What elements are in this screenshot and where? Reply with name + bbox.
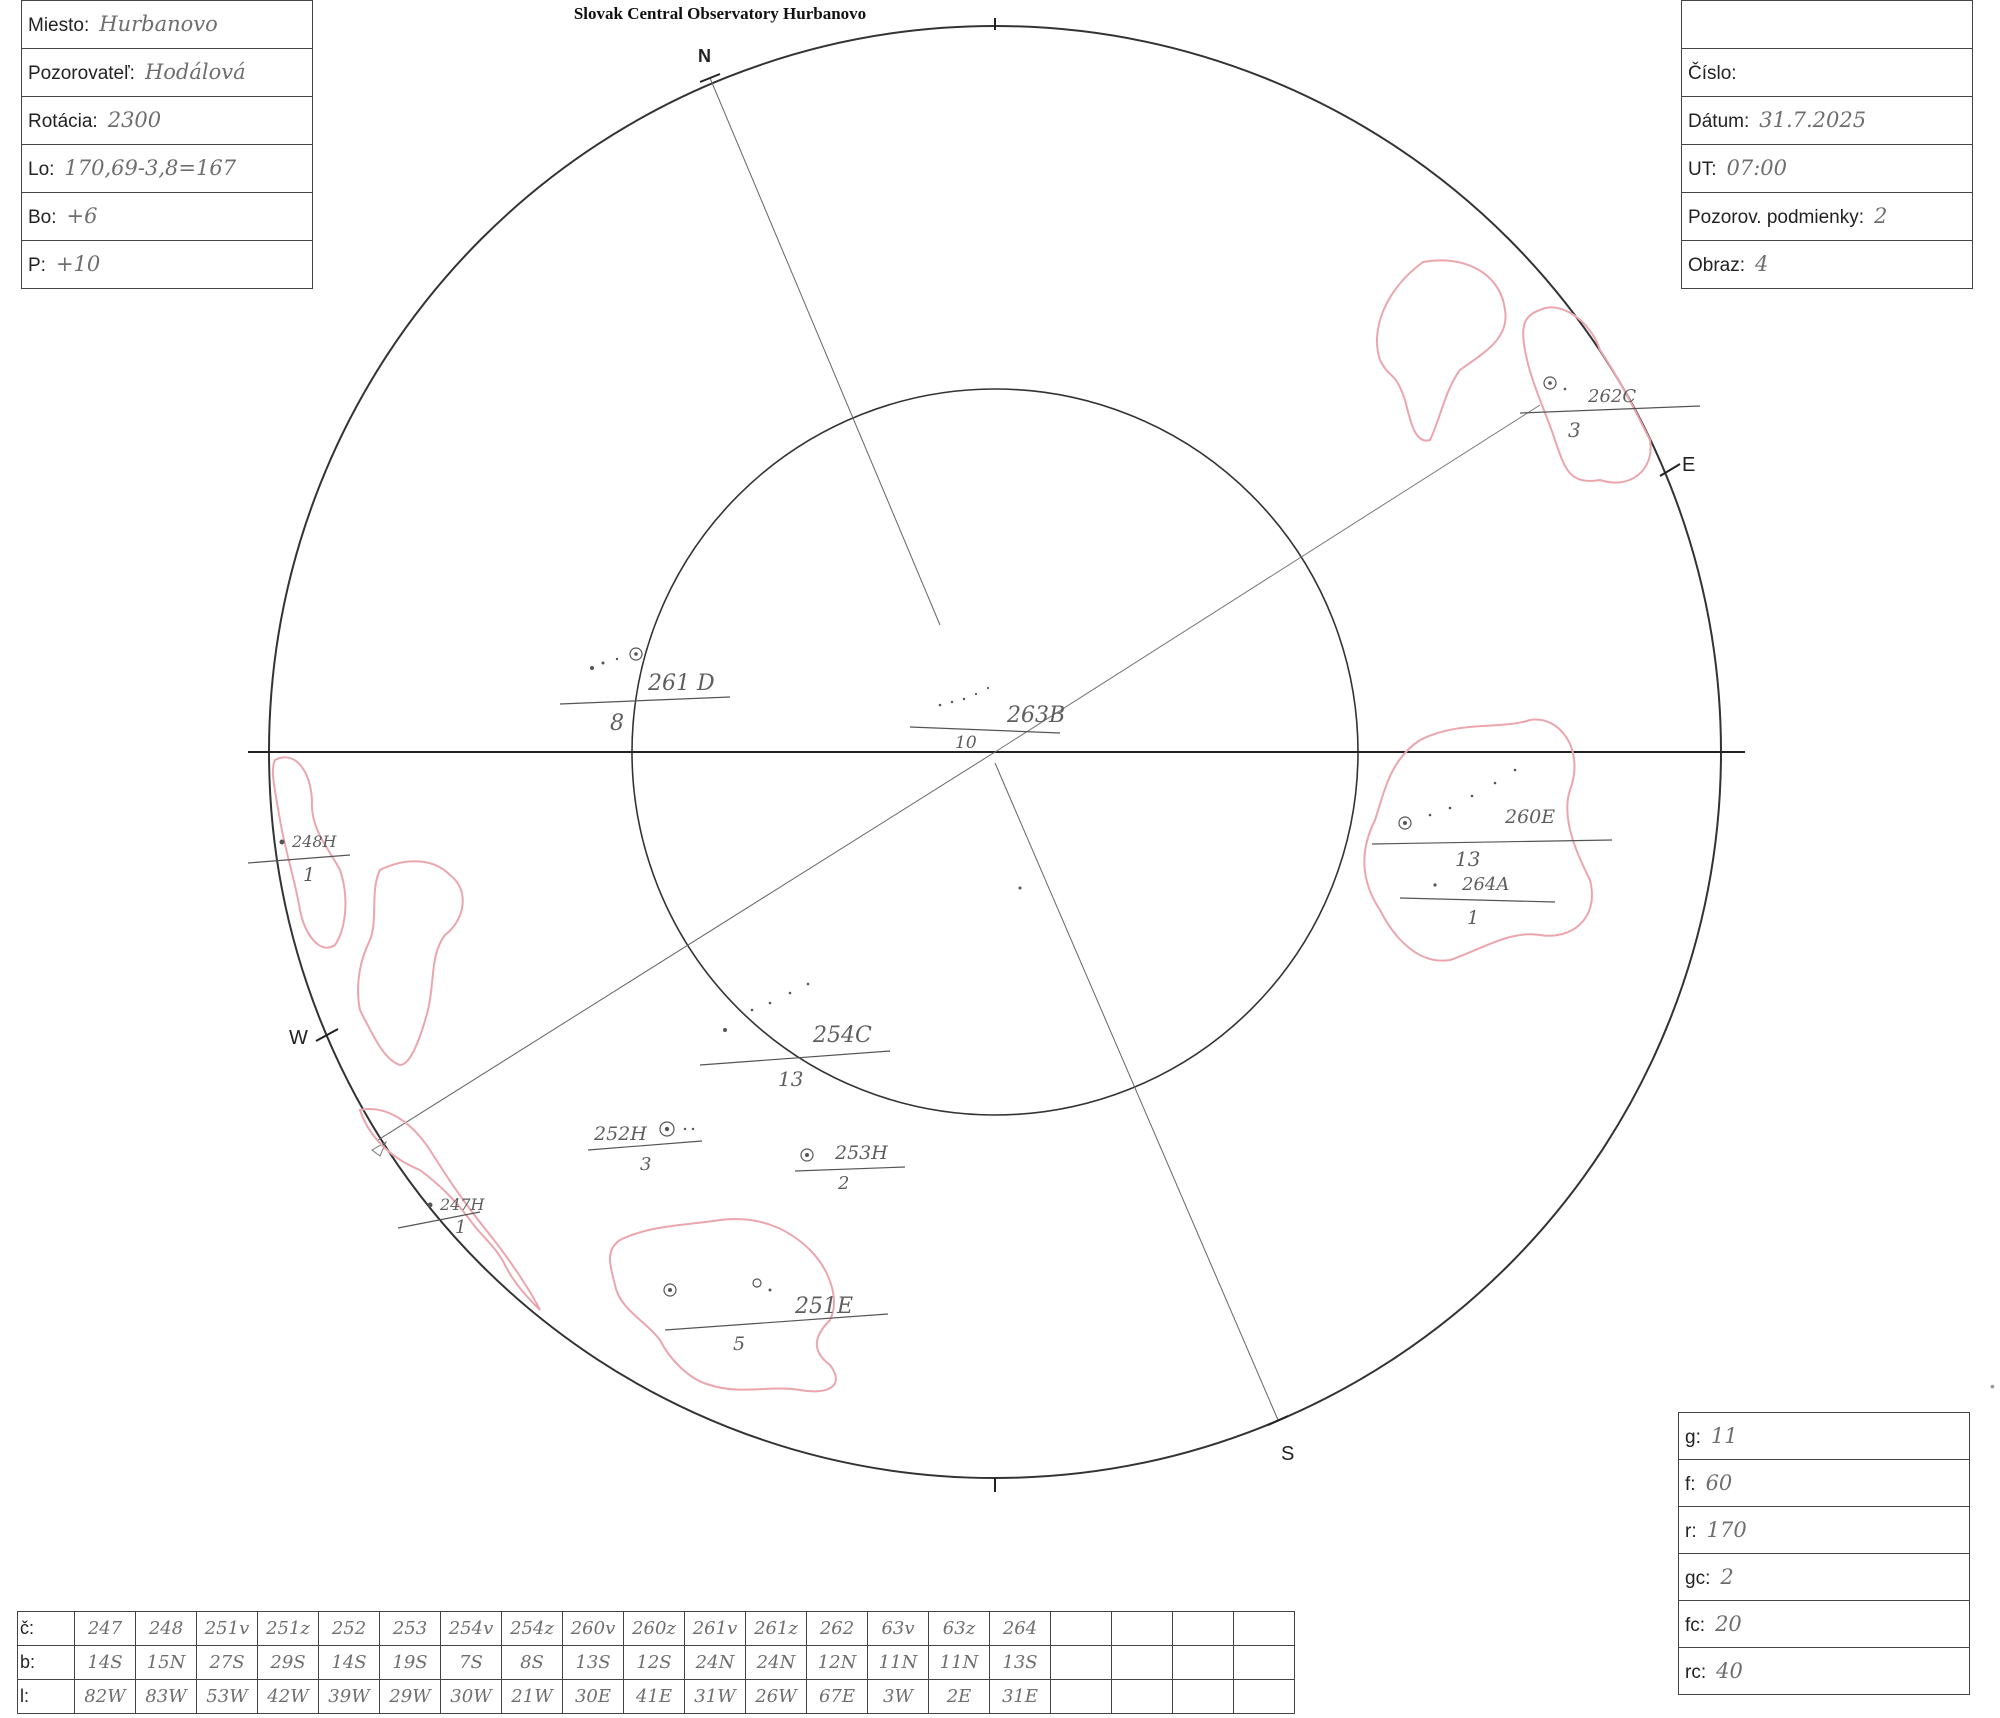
group-count-252h: 3: [640, 1154, 652, 1175]
east-axis-line: [995, 405, 1540, 752]
value-g: 11: [1710, 1423, 1738, 1448]
group-label-248h: 248H: [292, 832, 337, 851]
table-cell-c-9: 260z: [624, 1612, 685, 1646]
table-cell-c-19: [1234, 1612, 1295, 1646]
param-row-r: [1679, 1507, 1970, 1554]
spot-263b-d: [975, 693, 977, 695]
group-count-247h: 1: [455, 1217, 467, 1238]
spot-261d-a: [590, 666, 594, 670]
label-l0: Lo:: [28, 159, 55, 180]
spot-264a: [1433, 883, 1436, 886]
value-l0: 170,69-3,8=167: [64, 156, 237, 180]
table-cell-l-10: 31W: [685, 1680, 746, 1714]
facula-west-large: [358, 861, 463, 1065]
baseline-253h: [795, 1167, 905, 1171]
group-count-262c: 3: [1568, 418, 1581, 442]
spot-263b-c: [963, 698, 965, 700]
label-p: P:: [28, 255, 46, 276]
label-f: f:: [1685, 1473, 1696, 1495]
value-ut: 07:00: [1726, 156, 1788, 180]
spot-252h-b: [692, 1128, 694, 1130]
row-label-l: l:: [18, 1680, 75, 1714]
spot-261d-core: [634, 652, 638, 656]
value-p: +10: [55, 252, 101, 276]
spot-251e-core: [668, 1288, 672, 1292]
spot-253h-core: [805, 1153, 809, 1157]
table-cell-b-13: 11N: [868, 1646, 929, 1680]
baseline-264a: [1400, 898, 1555, 902]
spot-260e-b: [1449, 807, 1452, 810]
table-cell-c-6: 254v: [441, 1612, 502, 1646]
label-number: Číslo:: [1688, 63, 1737, 84]
table-cell-c-1: 248: [136, 1612, 197, 1646]
table-cell-l-5: 29W: [380, 1680, 441, 1714]
spot-260e-a: [1429, 814, 1432, 817]
group-count-248h: 1: [303, 864, 316, 886]
group-label-247h: 247H: [440, 1195, 485, 1214]
table-cell-b-1: 15N: [136, 1646, 197, 1680]
table-cell-c-16: [1051, 1612, 1112, 1646]
group-baselines: [248, 406, 1700, 1330]
group-count-260e: 13: [1455, 847, 1481, 871]
table-cell-l-19: [1234, 1680, 1295, 1714]
value-f: 60: [1705, 1470, 1733, 1495]
spot-254c-d: [789, 992, 792, 995]
spot-251e-b: [753, 1279, 761, 1287]
table-cell-c-0: 247: [75, 1612, 136, 1646]
spot-isolated: [1019, 887, 1022, 890]
group-coordinates-table: [17, 1611, 1295, 1714]
east-label: E: [1682, 454, 1696, 476]
value-date: 31.7.2025: [1759, 108, 1867, 132]
value-rc: 40: [1716, 1658, 1743, 1683]
value-b0: +6: [66, 204, 98, 228]
value-rotation: 2300: [107, 108, 162, 132]
table-cell-b-18: [1173, 1646, 1234, 1680]
table-cell-l-3: 42W: [258, 1680, 319, 1714]
spot-254c-e: [807, 983, 810, 986]
baseline-260e: [1372, 840, 1612, 844]
table-cell-l-8: 30E: [563, 1680, 624, 1714]
table-cell-b-11: 24N: [746, 1646, 807, 1680]
spot-260e-core: [1403, 821, 1407, 825]
param-row-rc: [1679, 1648, 1970, 1695]
value-fc: 20: [1715, 1611, 1742, 1636]
group-label-264a: 264A: [1462, 874, 1510, 895]
baseline-251e: [665, 1314, 888, 1330]
spot-254c-b: [751, 1009, 754, 1012]
table-cell-c-5: 253: [380, 1612, 441, 1646]
table-row-b: [18, 1646, 1295, 1680]
table-cell-b-9: 12S: [624, 1646, 685, 1680]
west-axis-line: [378, 752, 995, 1140]
baseline-261d: [560, 697, 730, 704]
spot-252h-core: [665, 1127, 669, 1131]
south-tick: [1268, 1416, 1288, 1425]
table-cell-c-17: [1112, 1612, 1173, 1646]
west-label: W: [289, 1027, 308, 1049]
table-cell-l-16: [1051, 1680, 1112, 1714]
table-cell-c-8: 260v: [563, 1612, 624, 1646]
spot-261d-b: [602, 662, 605, 665]
value-gc: 2: [1720, 1564, 1734, 1589]
table-cell-c-2: 251v: [197, 1612, 258, 1646]
spot-262c-a: [1564, 388, 1567, 391]
param-row-fc: [1679, 1601, 1970, 1648]
group-count-254c: 13: [778, 1067, 804, 1091]
spot-263b-e: [987, 687, 989, 689]
page-title: Slovak Central Observatory Hurbanovo: [573, 4, 867, 23]
spot-260e-d: [1494, 782, 1497, 785]
group-label-254c: 254C: [813, 1023, 872, 1048]
south-label: S: [1281, 1443, 1295, 1465]
label-place: Miesto:: [28, 15, 90, 36]
group-labels: [291, 386, 1636, 1355]
label-fc: fc:: [1685, 1614, 1706, 1636]
label-rotation: Rotácia:: [28, 111, 98, 132]
label-rc: rc:: [1685, 1661, 1707, 1683]
table-cell-l-18: [1173, 1680, 1234, 1714]
label-ut: UT:: [1688, 159, 1717, 180]
table-cell-b-17: [1112, 1646, 1173, 1680]
table-cell-c-15: 264: [990, 1612, 1051, 1646]
label-conditions: Pozorov. podmienky:: [1688, 207, 1865, 228]
spot-260e-c: [1471, 795, 1474, 798]
value-image: 4: [1755, 252, 1769, 276]
south-axis-line: [995, 763, 1278, 1420]
table-cell-l-2: 53W: [197, 1680, 258, 1714]
scan-smudge: •: [1990, 1378, 1995, 1394]
table-cell-b-4: 14S: [319, 1646, 380, 1680]
group-label-263b: 263B: [1007, 703, 1066, 728]
group-label-252h: 252H: [594, 1123, 647, 1145]
spot-261d-c: [616, 658, 618, 660]
table-cell-c-7: 254z: [502, 1612, 563, 1646]
label-image: Obraz:: [1688, 255, 1746, 276]
param-row-g: [1679, 1413, 1970, 1460]
label-gc: gc:: [1685, 1567, 1711, 1589]
table-cell-c-4: 252: [319, 1612, 380, 1646]
table-cell-l-1: 83W: [136, 1680, 197, 1714]
value-observer: Hodálová: [144, 60, 246, 84]
label-g: g:: [1685, 1426, 1701, 1448]
table-cell-l-0: 82W: [75, 1680, 136, 1714]
table-cell-c-18: [1173, 1612, 1234, 1646]
group-parameters-table: [1678, 1412, 1970, 1695]
table-cell-l-9: 41E: [624, 1680, 685, 1714]
label-r: r:: [1685, 1520, 1697, 1542]
table-cell-c-11: 261z: [746, 1612, 807, 1646]
label-b0: Bo:: [28, 207, 57, 228]
spot-254c-a: [723, 1028, 727, 1032]
spot-262c-core: [1548, 381, 1552, 385]
group-count-263b: 10: [955, 733, 977, 753]
table-cell-b-14: 11N: [929, 1646, 990, 1680]
table-row-c: [18, 1612, 1295, 1646]
table-cell-l-12: 67E: [807, 1680, 868, 1714]
value-r: 170: [1706, 1517, 1747, 1542]
table-cell-b-16: [1051, 1646, 1112, 1680]
table-cell-c-3: 251z: [258, 1612, 319, 1646]
table-cell-l-13: 3W: [868, 1680, 929, 1714]
table-cell-b-5: 19S: [380, 1646, 441, 1680]
sunspot-marks: [280, 377, 1567, 1296]
group-label-260e: 260E: [1505, 806, 1556, 828]
spot-248h: [280, 840, 285, 845]
table-cell-l-14: 2E: [929, 1680, 990, 1714]
spot-263b-b: [951, 701, 953, 703]
table-cell-b-0: 14S: [75, 1646, 136, 1680]
north-label: N: [698, 46, 711, 66]
value-place: Hurbanovo: [99, 12, 218, 36]
facula-west-248h: [273, 757, 346, 947]
group-label-262c: 262C: [1588, 386, 1637, 407]
spot-252h-a: [684, 1128, 686, 1130]
group-label-253h: 253H: [835, 1142, 888, 1164]
baseline-254c: [700, 1051, 890, 1065]
spot-260e-e: [1514, 769, 1517, 772]
param-row-gc: [1679, 1554, 1970, 1601]
group-label-251e: 251E: [795, 1294, 854, 1319]
table-cell-b-2: 27S: [197, 1646, 258, 1680]
baseline-247h: [398, 1212, 480, 1228]
group-count-264a: 1: [1467, 907, 1480, 929]
table-cell-c-12: 262: [807, 1612, 868, 1646]
spot-251e-c: [769, 1289, 772, 1292]
spot-263b-a: [939, 704, 942, 707]
table-cell-c-13: 63v: [868, 1612, 929, 1646]
table-cell-l-6: 30W: [441, 1680, 502, 1714]
table-cell-b-15: 13S: [990, 1646, 1051, 1680]
table-cell-l-15: 31E: [990, 1680, 1051, 1714]
table-cell-b-3: 29S: [258, 1646, 319, 1680]
row-label-b: b:: [18, 1646, 75, 1680]
table-cell-l-17: [1112, 1680, 1173, 1714]
label-observer: Pozorovateľ:: [28, 63, 135, 84]
table-cell-l-7: 21W: [502, 1680, 563, 1714]
row-label-c: č:: [18, 1612, 75, 1646]
param-row-f: [1679, 1460, 1970, 1507]
label-date: Dátum:: [1688, 111, 1750, 132]
group-count-253h: 2: [838, 1173, 850, 1194]
table-row-l: [18, 1680, 1295, 1714]
table-cell-l-11: 26W: [746, 1680, 807, 1714]
group-count-251e: 5: [733, 1333, 746, 1355]
faculae-regions: [273, 260, 1651, 1391]
table-cell-b-12: 12N: [807, 1646, 868, 1680]
table-cell-b-19: [1234, 1646, 1295, 1680]
table-cell-b-6: 7S: [441, 1646, 502, 1680]
table-cell-c-14: 63z: [929, 1612, 990, 1646]
table-cell-b-10: 24N: [685, 1646, 746, 1680]
group-count-261d: 8: [610, 711, 624, 736]
table-cell-l-4: 39W: [319, 1680, 380, 1714]
table-cell-c-10: 261v: [685, 1612, 746, 1646]
spot-254c-c: [769, 1002, 772, 1005]
north-axis-line: [710, 78, 940, 625]
facula-ne-1: [1377, 260, 1506, 440]
baseline-262c: [1520, 406, 1700, 413]
table-cell-b-7: 8S: [502, 1646, 563, 1680]
west-tick: [316, 1029, 338, 1041]
group-label-261d: 261 D: [648, 671, 715, 696]
spot-247h: [428, 1203, 433, 1208]
value-conditions: 2: [1874, 204, 1888, 228]
table-cell-b-8: 13S: [563, 1646, 624, 1680]
